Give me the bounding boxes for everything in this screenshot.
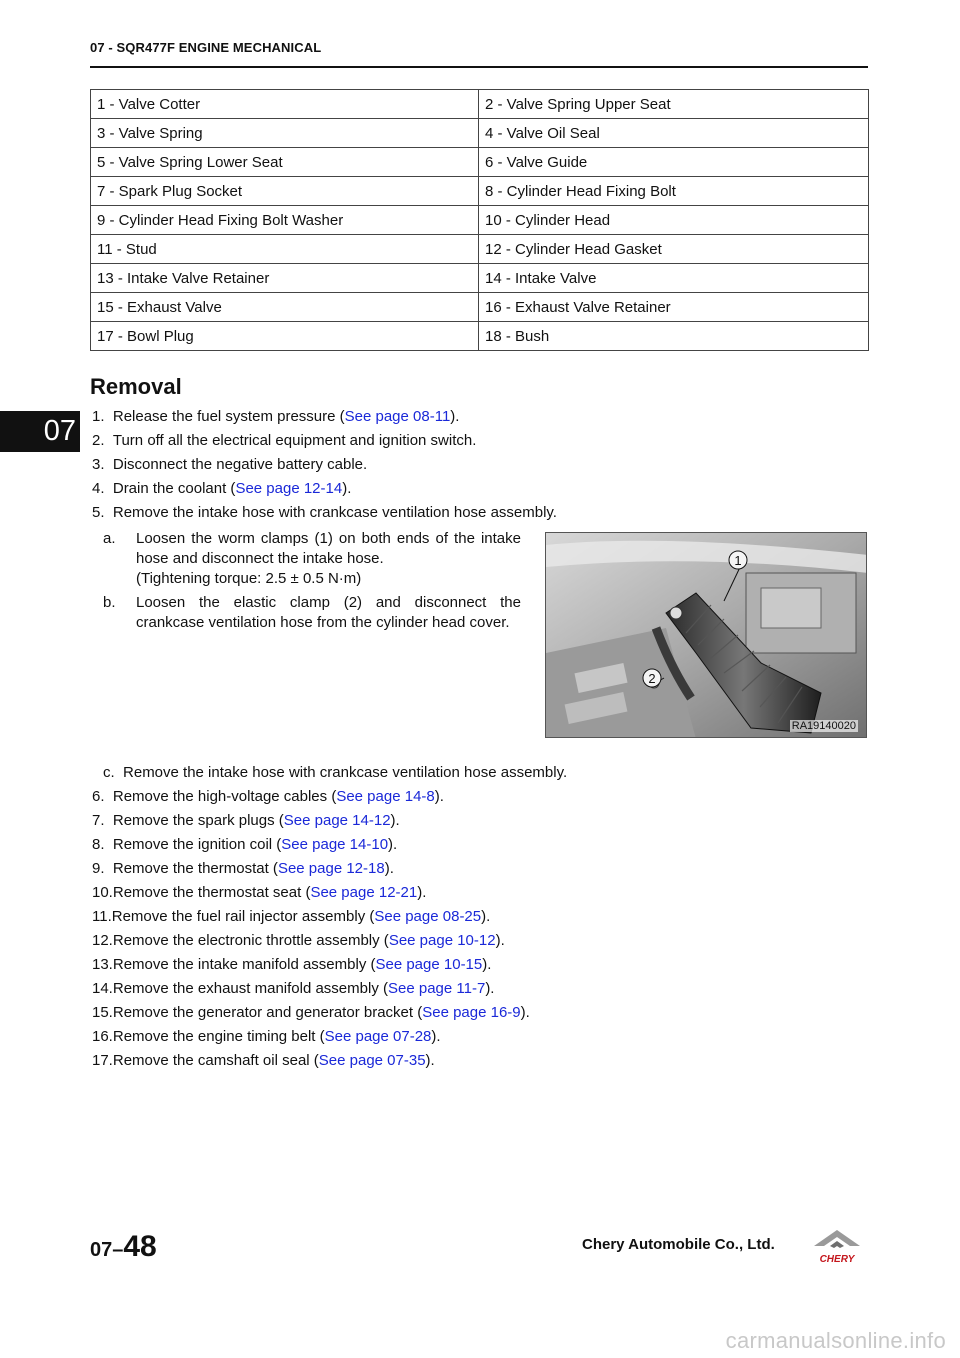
step-7: 7. Remove the spark plugs (See page 14-12). bbox=[92, 812, 400, 829]
logo-wordmark: CHERY bbox=[819, 1254, 855, 1265]
parts-table-row bbox=[91, 293, 869, 322]
step-3 bbox=[92, 456, 367, 474]
engine-photo-illustration bbox=[546, 533, 867, 738]
step-text: Remove the fuel rail injector assembly ( bbox=[111, 908, 375, 925]
parts-table-row bbox=[91, 264, 869, 293]
parts-table-row bbox=[91, 206, 869, 235]
step-number: 7. bbox=[92, 812, 105, 829]
watermark-text: carmanualsonline.info bbox=[725, 1328, 946, 1353]
page-link[interactable]: See page 12-14 bbox=[235, 480, 343, 497]
step-number: 12. bbox=[92, 932, 113, 949]
footer-company-name: Chery Automobile Co., Ltd. bbox=[582, 1236, 775, 1253]
step-number: 8. bbox=[92, 836, 105, 853]
parts-legend-table bbox=[90, 89, 869, 351]
parts-table-cell: 3 - Valve Spring bbox=[91, 119, 479, 148]
step-10: 10.Remove the thermostat seat (See page 12-21). bbox=[92, 884, 427, 901]
parts-table-cell: 10 - Cylinder Head bbox=[479, 206, 869, 235]
step-number: 5. bbox=[92, 504, 105, 521]
parts-table-cell: 2 - Valve Spring Upper Seat bbox=[479, 90, 869, 119]
step-number: 1. bbox=[92, 408, 105, 425]
parts-table-cell: 12 - Cylinder Head Gasket bbox=[479, 235, 869, 264]
step-text: Turn off all the electrical equipment and ignition switch. bbox=[112, 432, 477, 449]
section-title-removal: Removal bbox=[90, 374, 182, 399]
page-header-title: 07 - SQR477F ENGINE MECHANICAL bbox=[90, 40, 322, 55]
parts-table-row bbox=[91, 90, 869, 119]
step-number: 3. bbox=[92, 456, 105, 473]
step-text: Remove the exhaust manifold assembly ( bbox=[112, 980, 388, 997]
header-divider bbox=[90, 66, 868, 68]
step-6: 6. Remove the high-voltage cables (See page 14-8). bbox=[92, 788, 444, 805]
parts-table-cell: 13 - Intake Valve Retainer bbox=[91, 264, 479, 293]
chapter-side-tab bbox=[0, 411, 80, 452]
page-link[interactable]: See page 14-10 bbox=[281, 836, 389, 853]
callout-1-label: 1 bbox=[734, 553, 742, 568]
step-text: Remove the thermostat ( bbox=[112, 860, 278, 877]
chery-logo bbox=[806, 1226, 868, 1266]
step-15: 15.Remove the generator and generator bracket (See page 16-9). bbox=[92, 1004, 530, 1021]
step-14: 14.Remove the exhaust manifold assembly (See page 11-7). bbox=[92, 980, 495, 997]
page-link[interactable]: See page 10-12 bbox=[388, 932, 496, 949]
page-link[interactable]: See page 07-28 bbox=[324, 1028, 432, 1045]
step-text: Remove the camshaft oil seal ( bbox=[112, 1052, 319, 1069]
page-link[interactable]: See page 16-9 bbox=[422, 1004, 521, 1021]
page-link[interactable]: See page 14-8 bbox=[336, 788, 435, 805]
footer-page-number: 07–48 bbox=[90, 1230, 157, 1263]
chapter-side-tab-label: 07 bbox=[43, 415, 76, 447]
step-text: Remove the intake manifold assembly ( bbox=[112, 956, 376, 973]
substep-label: c. bbox=[103, 764, 115, 781]
step-text: Release the fuel system pressure ( bbox=[112, 408, 345, 425]
step-4: 4. Drain the coolant (See page 12-14). bbox=[92, 480, 352, 497]
step-text: Remove the thermostat seat ( bbox=[112, 884, 311, 901]
step-text: Remove the high-voltage cables ( bbox=[112, 788, 337, 805]
substep-text: Remove the intake hose with crankcase ventilation hose assembly. bbox=[123, 764, 568, 781]
page-link[interactable]: See page 08-11 bbox=[344, 408, 451, 425]
step-9: 9. Remove the thermostat (See page 12-18). bbox=[92, 860, 394, 877]
step-text: Remove the engine timing belt ( bbox=[112, 1028, 325, 1045]
step-number: 6. bbox=[92, 788, 105, 805]
parts-table-row bbox=[91, 177, 869, 206]
parts-table-cell: 1 - Valve Cotter bbox=[91, 90, 479, 119]
parts-table-cell: 18 - Bush bbox=[479, 322, 869, 351]
step-16: 16.Remove the engine timing belt (See page 07-28). bbox=[92, 1028, 441, 1045]
step-12: 12.Remove the electronic throttle assembly (See page 10-12). bbox=[92, 932, 505, 949]
parts-table-cell: 11 - Stud bbox=[91, 235, 479, 264]
step-8: 8. Remove the ignition coil (See page 14-10). bbox=[92, 836, 398, 853]
callout-2-label: 2 bbox=[648, 671, 656, 686]
parts-table-row bbox=[91, 235, 869, 264]
step-text: Remove the generator and generator bracket ( bbox=[112, 1004, 423, 1021]
parts-table-row bbox=[91, 119, 869, 148]
step-number: 10. bbox=[92, 884, 113, 901]
engine-photo-figure bbox=[545, 532, 867, 738]
substep-label: b. bbox=[103, 594, 116, 611]
step-number: 2. bbox=[92, 432, 105, 449]
step-2 bbox=[92, 432, 476, 450]
step-1: 1. Release the fuel system pressure (See page 08-11). bbox=[92, 408, 460, 425]
step-text: Remove the spark plugs ( bbox=[112, 812, 284, 829]
page-link[interactable]: See page 12-18 bbox=[277, 860, 385, 877]
step-17: 17.Remove the camshaft oil seal (See page 07-35). bbox=[92, 1052, 435, 1069]
step-number: 17. bbox=[92, 1052, 113, 1069]
parts-table-cell: 7 - Spark Plug Socket bbox=[91, 177, 479, 206]
substep-text: Loosen the worm clamps (1) on both ends of the intake hose and disconnect the intake hose. bbox=[136, 530, 521, 567]
parts-table-cell: 6 - Valve Guide bbox=[479, 148, 869, 177]
substep-a bbox=[103, 529, 521, 589]
page-link[interactable]: See page 12-21 bbox=[310, 884, 418, 901]
substep-text: Loosen the elastic clamp (2) and disconnect the crankcase ventilation hose from the cylinder head cover. bbox=[136, 594, 521, 631]
step-11: 11.Remove the fuel rail injector assembly (See page 08-25). bbox=[92, 908, 491, 925]
page-link[interactable]: See page 14-12 bbox=[283, 812, 391, 829]
step-number: 13. bbox=[92, 956, 113, 973]
parts-table-cell: 5 - Valve Spring Lower Seat bbox=[91, 148, 479, 177]
step-text: Drain the coolant ( bbox=[112, 480, 236, 497]
step-number: 9. bbox=[92, 860, 105, 877]
parts-table-row bbox=[91, 322, 869, 351]
parts-table-cell: 17 - Bowl Plug bbox=[91, 322, 479, 351]
parts-table-row bbox=[91, 148, 869, 177]
page-link[interactable]: See page 10-15 bbox=[375, 956, 483, 973]
figure-code: RA19140020 bbox=[791, 720, 856, 732]
step-13: 13.Remove the intake manifold assembly (See page 10-15). bbox=[92, 956, 492, 973]
parts-table-cell: 14 - Intake Valve bbox=[479, 264, 869, 293]
torque-spec: (Tightening torque: 2.5 ± 0.5 N·m) bbox=[136, 570, 362, 587]
step-text: Remove the electronic throttle assembly ( bbox=[112, 932, 389, 949]
step-5 bbox=[92, 504, 557, 522]
step-text: Remove the ignition coil ( bbox=[112, 836, 282, 853]
step-text: Remove the intake hose with crankcase ventilation hose assembly. bbox=[112, 504, 557, 521]
parts-table-cell: 9 - Cylinder Head Fixing Bolt Washer bbox=[91, 206, 479, 235]
step-text: Disconnect the negative battery cable. bbox=[112, 456, 368, 473]
page-link[interactable]: See page 08-25 bbox=[374, 908, 482, 925]
step-number: 14. bbox=[92, 980, 113, 997]
substep-c bbox=[103, 764, 567, 782]
step-number: 15. bbox=[92, 1004, 113, 1021]
substep-b bbox=[103, 593, 521, 633]
parts-table-cell: 15 - Exhaust Valve bbox=[91, 293, 479, 322]
step-number: 4. bbox=[92, 480, 105, 497]
substep-label: a. bbox=[103, 530, 116, 547]
parts-table-cell: 16 - Exhaust Valve Retainer bbox=[479, 293, 869, 322]
step-number: 11. bbox=[92, 908, 112, 925]
step-number: 16. bbox=[92, 1028, 113, 1045]
page-link[interactable]: See page 07-35 bbox=[318, 1052, 426, 1069]
page-link[interactable]: See page 11-7 bbox=[388, 980, 486, 997]
parts-table-cell: 4 - Valve Oil Seal bbox=[479, 119, 869, 148]
parts-table-cell: 8 - Cylinder Head Fixing Bolt bbox=[479, 177, 869, 206]
